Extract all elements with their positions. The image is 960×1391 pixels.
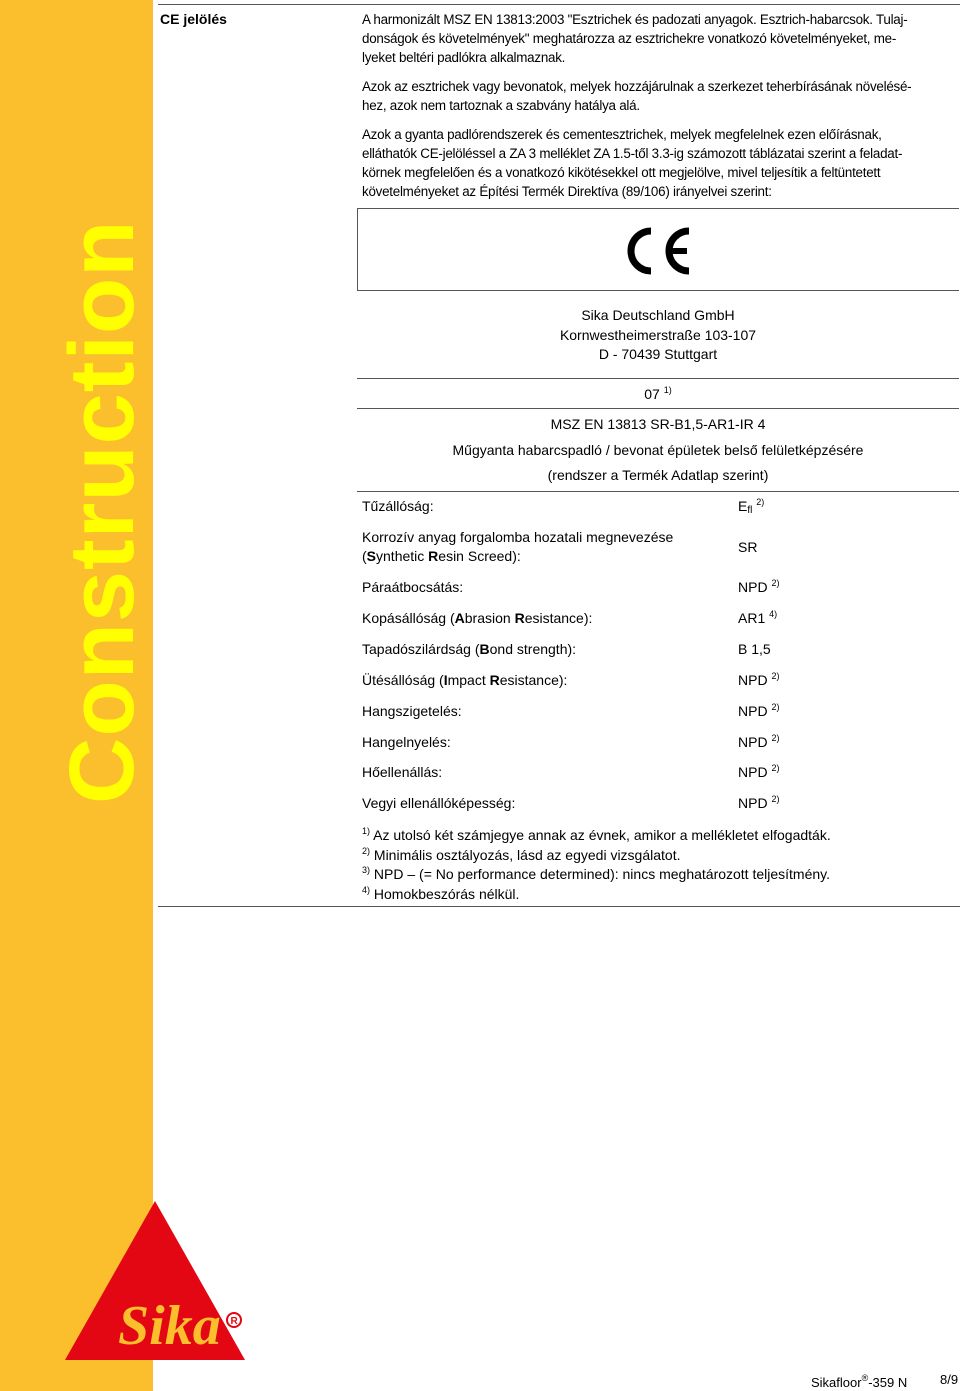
footnote: $^{1)}$ Az utolsó két számjegye annak az évnek, amikor a mellékletet elfogadták. — [362, 826, 831, 843]
intro-line: Azok a gyanta padlórendszerek és cementesztrichek, melyek megfelelnek ezen előírásnak, — [362, 127, 882, 142]
property-value-abrasion: AR1 $^{4)}$ — [738, 609, 778, 626]
bottom-rule — [158, 906, 960, 907]
property-label-abrasion: Kopásállóság (Abrasion Resistance): — [362, 610, 593, 626]
property-label-corrosive: Korrozív anyag forgalomba hozatali megnevezése (Synthetic Resin Screed): — [362, 529, 674, 564]
intro-line: A harmonizált MSZ EN 13813:2003 "Esztrichek és padozati anyagok. Esztrich-habarcsok. Tulaj- — [362, 12, 908, 27]
intro-line: donságok és követelmények" meghatározza az esztrichekre vonatkozó követelményeket, me- — [362, 31, 897, 46]
ce-mark-box — [357, 208, 959, 291]
property-value-chemical: NPD $^{2)}$ — [738, 794, 780, 811]
intro-line: elláthatók CE-jelöléssel a ZA 3 melléklet ZA 1.5-től 3.3-ig számozott táblázatai szerint a feladat- — [362, 146, 903, 161]
property-label-chemical: Vegyi ellenállóképesség: — [362, 795, 516, 811]
section-label: CE jelölés — [160, 11, 227, 27]
footnotes — [362, 826, 831, 904]
property-value-corrosive: SR — [738, 539, 758, 555]
sika-logo-icon — [60, 1198, 250, 1363]
footnote: $^{2)}$ Minimális osztályozás, lásd az egyedi vizsgálatot. — [362, 845, 681, 863]
property-value-thermal: NPD $^{2)}$ — [738, 763, 780, 780]
property-value-bond: B 1,5 — [738, 641, 771, 657]
intro-line: hez, azok nem tartoznak a szabvány hatálya alá. — [362, 98, 640, 113]
construction-brand-text: Construction — [51, 219, 153, 804]
divider — [357, 408, 959, 409]
property-value-vapour: NPD $^{2)}$ — [738, 578, 780, 595]
intro-line: Azok az esztrichek vagy bevonatok, melyek hozzájárulnak a szerkezet teherbírásának növelésé- — [362, 79, 912, 94]
property-label-sound-insulation: Hangszigetelés: — [362, 703, 462, 719]
intro-line: lyeket beltéri padlókra alkalmaznak. — [362, 50, 566, 65]
footer-product: Sikafloor®-359 N — [811, 1373, 908, 1390]
ce-mark-icon — [623, 225, 693, 277]
standard-code: MSZ EN 13813 SR-B1,5-AR1-IR 4 — [550, 416, 766, 432]
intro-text — [362, 10, 947, 211]
property-label-bond: Tapadószilárdság (Bond strength): — [362, 641, 577, 657]
company-city: D - 70439 Stuttgart — [598, 346, 718, 362]
property-label-vapour: Páraátbocsátás: — [362, 579, 464, 595]
product-description: Műgyanta habarcspadló / bevonat épületek belső felületképzésére — [452, 442, 864, 458]
svg-text:R: R — [230, 1316, 238, 1327]
property-label-thermal: Hőellenállás: — [362, 764, 443, 780]
footnote: $^{3)}$ NPD – (= No performance determined): nincs meghatározott teljesítmény. — [362, 865, 831, 882]
company-name: Sika Deutschland GmbH — [581, 307, 735, 323]
top-rule — [158, 4, 960, 5]
logo-text: Sika — [118, 1295, 221, 1357]
intro-line: körnek megfelelően és a vonatkozó kikötésekkel ott megjelölve, mivel teljesítik a feltüntetett — [362, 165, 881, 180]
divider — [357, 378, 959, 379]
page-number: 8/9 — [940, 1372, 959, 1387]
property-label-impact: Ütésállóság (Impact Resistance): — [362, 672, 568, 688]
intro-line: követelményeket az Építési Termék Direktíva (89/106) irányelvei szerint: — [362, 184, 772, 199]
property-value-impact: NPD $^{2)}$ — [738, 671, 780, 688]
property-value-sound-absorption: NPD $^{2)}$ — [738, 733, 780, 750]
property-label-fire: Tűzállóság: — [362, 498, 434, 514]
divider — [357, 491, 959, 492]
property-value-sound-insulation: NPD $^{2)}$ — [738, 702, 780, 719]
property-value-fire: $E_{fl}$ $^{2)}$ — [738, 497, 765, 516]
property-label-sound-absorption: Hangelnyelés: — [362, 734, 451, 750]
footnote: $^{4)}$ Homokbeszórás nélkül. — [362, 884, 520, 902]
system-note: (rendszer a Termék Adatlap szerint) — [547, 467, 769, 483]
ce-year: 07 $^{1)}$ — [644, 385, 672, 402]
company-street: Kornwestheimerstraße 103-107 — [559, 327, 757, 343]
